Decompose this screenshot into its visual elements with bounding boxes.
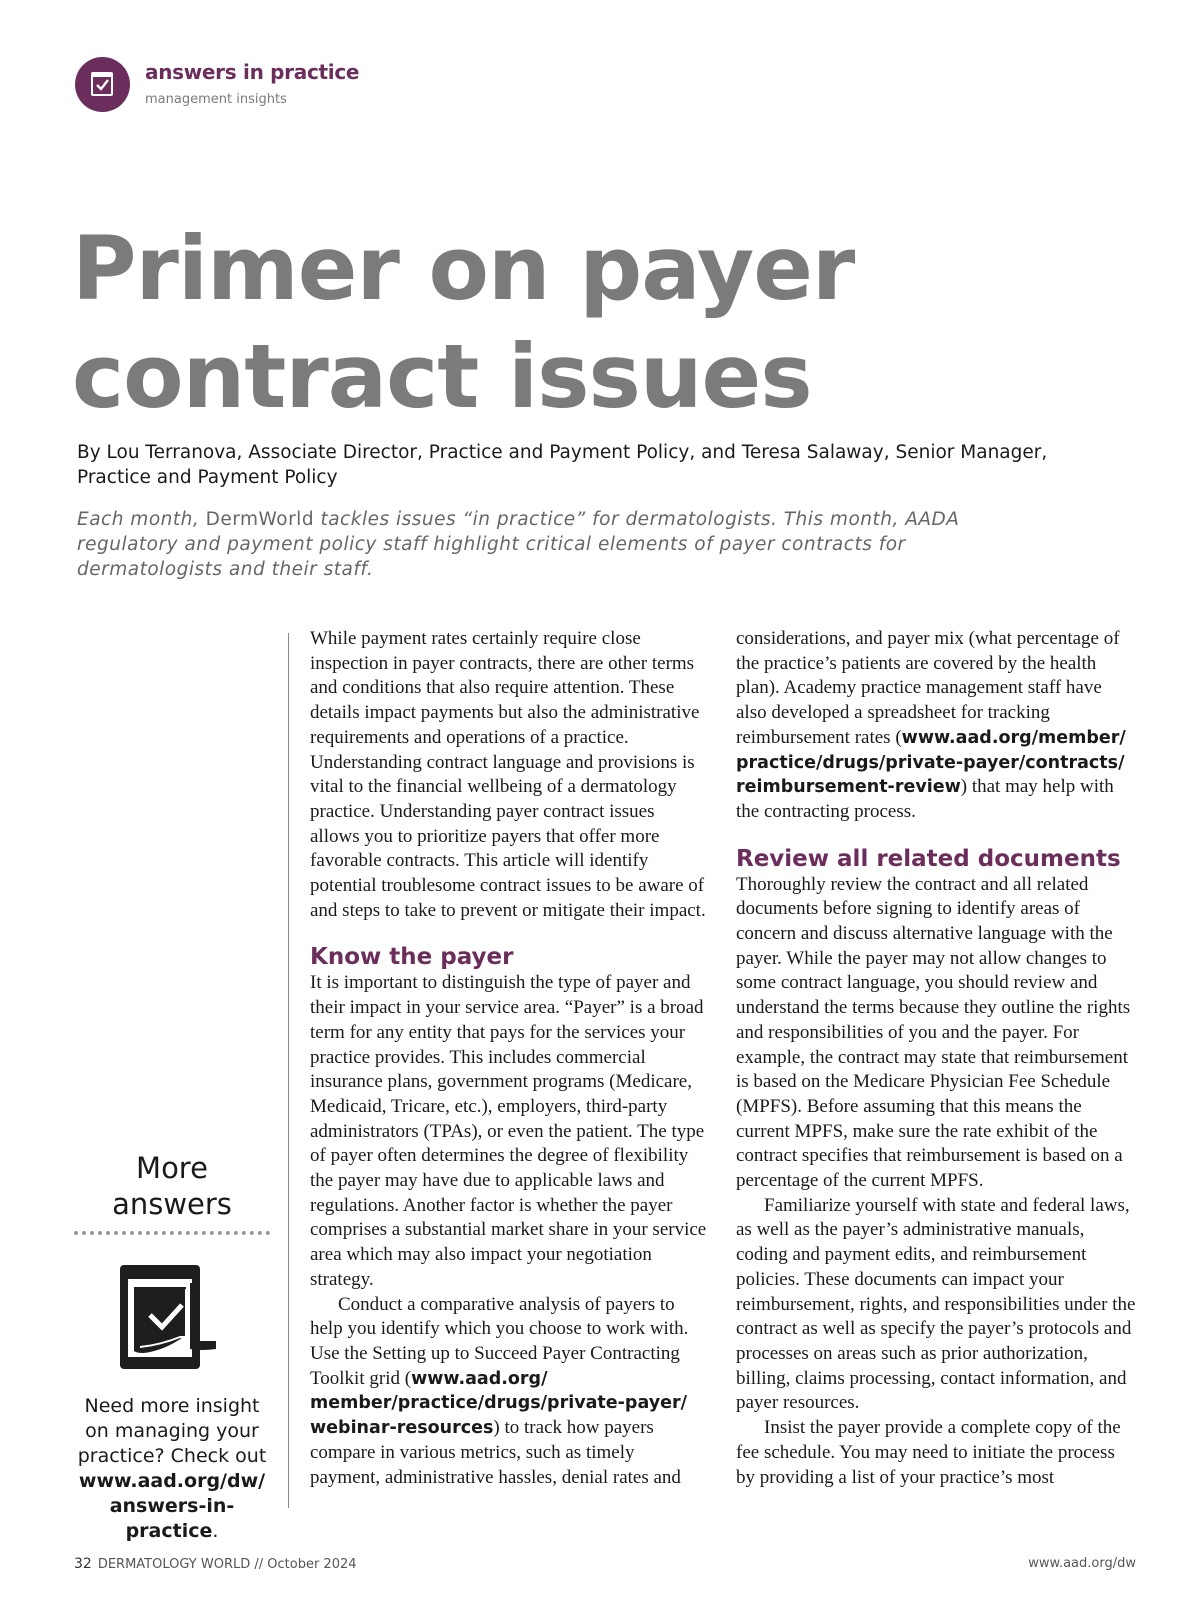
- sidebar-link[interactable]: www.aad.org/dw/ answers-in-practice: [78, 1470, 266, 1542]
- sidebar-body: Need more insight on managing your practice? Check out: [77, 1395, 267, 1467]
- reimbursement-review-link[interactable]: www.aad.org/member/ practice/drugs/private-payer/contracts/ reimbursement-review: [736, 727, 1126, 798]
- checklist-icon: [88, 69, 118, 99]
- publication-name: DermWorld: [205, 509, 315, 530]
- intro-rest: tackles issues “in practice” for dermatologists. This month, AADA regulatory and payment policy staff highlight critical elements of payer contracts for dermatologists and their staff.: [77, 509, 960, 580]
- body-paragraph: Thoroughly review the contract and all related documents before signing to identify areas of concern and discuss alternative language with the payer. While the payer may not allow changes to some contract language, you should review and understand the terms because they outline the rights and responsibilities of you and the payer. For example, the contract may state that reimbursement is based on the Medicare Physician Fee Schedule (MPFS). Before assuming that this means the current MPFS, make sure the rate exhibit of the contract specifies that reimbursement is based on a percentage of the current MPFS.: [736, 873, 1131, 1192]
- sidebar-title: [72, 1150, 272, 1222]
- sidebar-text: [72, 1394, 272, 1544]
- body-paragraph: Insist the payer provide a complete copy of the fee schedule. You may need to initiate the process by providing a list of your practice’s most: [736, 1417, 1121, 1488]
- intro-lead: Each month,: [77, 509, 200, 530]
- paragraph-text: considerations, and payer mix (what percentage of the practice’s patients are covered by the health plan). Academy practice management staff have also developed a spreadsheet for tracking reimbursement rates (: [736, 628, 1120, 748]
- byline-line-1: By Lou Terranova, Associate Director, Practice and Payment Policy, and Teresa Salaway, Senior Manager,: [77, 442, 1048, 463]
- page-footer-left: [74, 1556, 357, 1572]
- sidebar-title-line-2: answers: [112, 1187, 232, 1221]
- body-paragraph: It is important to distinguish the type of payer and their impact in your service area. “Payer” is a broad term for any entity that pays for the services your practice provides. This includes commercial insurance plans, government programs (Medicare, Medicaid, Tricare, etc.), employers, third-party administrators (TPAs), or even the patient. The type of payer often determines the degree of flexibility the payer may have due to applicable laws and regulations. Another factor is whether the payer comprises a substantial market share in your service area which may also impact your negotiation strategy.: [310, 972, 707, 1290]
- publication-line: DERMATOLOGY WORLD // October 2024: [97, 1557, 357, 1572]
- paragraph-text: Conduct a comparative analysis of payers to help you identify which you choose to work with. Use the Setting up to Succeed Payer Contracting Toolkit grid (: [310, 1293, 689, 1389]
- body-column-1: [310, 627, 708, 1490]
- body-paragraph: Familiarize yourself with state and federal laws, as well as the payer’s administrative manuals, coding and payment edits, and reimbursement policies. These documents can impact your reimbursement, rights, and responsibilities under the contract as well as specify the payer’s protocols and processes on areas such as prior authorization, billing, claims processing, contact information, and payer resources.: [736, 1194, 1136, 1414]
- subhead-know-the-payer: Know the payer: [310, 944, 514, 971]
- byline: [77, 440, 1097, 490]
- body-column-2: [736, 627, 1136, 1490]
- body-paragraph-continued: [736, 627, 1136, 825]
- article-intro: [77, 507, 1017, 582]
- checklist-icon: [120, 1265, 220, 1375]
- page-footer-url: www.aad.org/dw: [1028, 1556, 1136, 1571]
- section-name: answers in practice: [145, 60, 360, 84]
- continued-text: [736, 627, 1136, 825]
- subhead-review-documents: Review all related documents: [736, 845, 1121, 872]
- sidebar-end: .: [212, 1520, 219, 1542]
- page-number: 32: [74, 1556, 92, 1572]
- section-subtitle: management insights: [145, 92, 287, 107]
- paragraph-text: ) that may help with the contracting process.: [736, 776, 1114, 822]
- paragraph-text: ) to track how payers compare in various metrics, such as timely payment, administrative hassles, denial rates and: [310, 1417, 681, 1488]
- article-title: Primer on payer contract issues: [72, 217, 855, 428]
- body-paragraph: [310, 1293, 708, 1491]
- section-badge: [75, 57, 130, 112]
- toolkit-link[interactable]: www.aad.org/ member/practice/drugs/private-payer/ webinar-resources: [310, 1368, 688, 1439]
- sidebar-title-line-1: More: [136, 1151, 208, 1185]
- sidebar-divider: [288, 633, 289, 1508]
- body-paragraph: While payment rates certainly require close inspection in payer contracts, there are other terms and conditions that also require attention. These details impact payments but also the administrative requirements and operations of a practice. Understanding contract language and provisions is vital to the financial wellbeing of a dermatology practice. Understanding payer contract issues allows you to prioritize payers that offer more favorable contracts. This article will identify potential troublesome contract issues to be aware of and steps to take to prevent or mitigate their impact.: [310, 628, 706, 921]
- dotted-divider: [74, 1231, 270, 1235]
- byline-line-2: Practice and Payment Policy: [77, 467, 338, 488]
